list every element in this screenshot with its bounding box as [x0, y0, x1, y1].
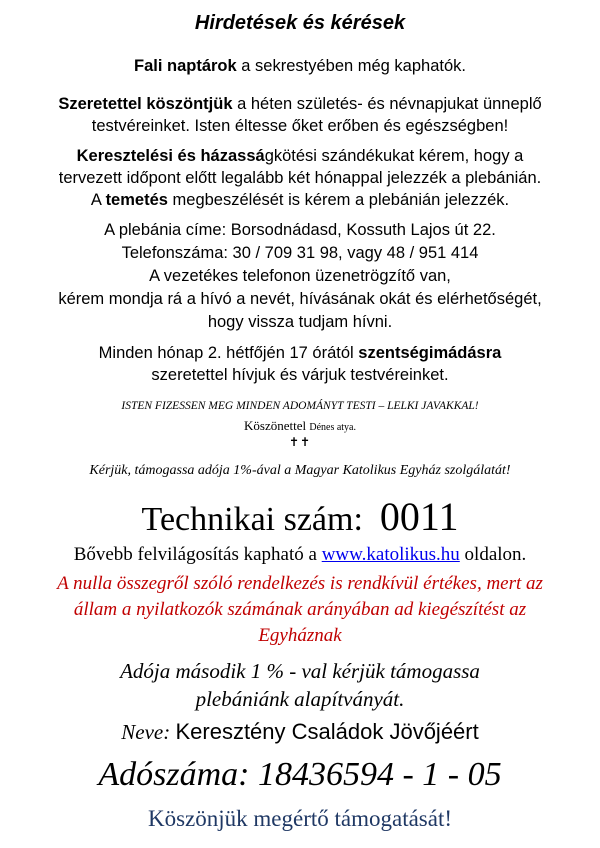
calendars-text: a sekrestyében még kaphatók. — [236, 57, 466, 75]
crosses-icon: ✝✝ — [288, 435, 312, 449]
adoration-line2: szeretettel hívjuk és várjuk testvéreinket. — [151, 366, 449, 384]
baptism-bold: Keresztelési és házassá — [76, 147, 265, 165]
funeral-bold: temetés — [105, 191, 168, 209]
katolikus-link[interactable]: www.katolikus.hu — [321, 544, 460, 565]
baptism-line2: tervezett időpont előtt legalább két hónappal jelezzék a plebánián. — [58, 169, 542, 187]
adoration-notice — [0, 342, 600, 386]
closing-thanks: Köszönjük megértő támogatását! — [147, 806, 453, 831]
contact-info — [0, 219, 600, 334]
foundation-name-line — [0, 719, 600, 745]
technical-label: Technikai szám: — [141, 501, 363, 538]
tax-request: Kérjük, támogassa adója 1%-ával a Magyar Katolikus Egyház szolgálatát! — [89, 463, 511, 478]
blessing-line: ISTEN FIZESSEN MEG MINDEN ADOMÁNYT TESTI – LELKI JAVAKKAL! — [121, 400, 479, 412]
funeral-prefix: A — [90, 191, 106, 209]
zero-amount-line1: A nulla összegről szóló rendelkezés is rendkívül értékes, mert az — [57, 573, 543, 594]
calendars-bold: Fali naptárok — [133, 57, 237, 75]
calendars-notice — [0, 55, 600, 77]
adoration-bold: szentségimádásra — [358, 344, 502, 362]
phone-line: Telefonszáma: 30 / 709 31 98, vagy 48 / 951 414 — [121, 244, 479, 262]
technical-number-line — [0, 494, 600, 543]
more-info-text: Bővebb felvilágosítás kapható a — [73, 544, 322, 565]
address-line: A plebánia címe: Borsodnádasd, Kossuth Lajos út 22. — [104, 221, 496, 239]
baptism-line1: gkötési szándékukat kérem, hogy a — [264, 147, 524, 165]
greeting-line1: a héten születés- és névnapjukat ünneplő — [232, 95, 542, 113]
greeting-notice — [0, 93, 600, 137]
answering-machine-line: A vezetékes telefonon üzenetrögzítő van, — [149, 267, 451, 285]
callback-line: hogy vissza tudjam hívni. — [207, 313, 393, 331]
message-instruction-line: kérem mondja rá a hívó a nevét, hívásának okát és elérhetőségét, — [58, 290, 542, 308]
technical-number: 0011 — [379, 494, 459, 539]
more-info-end: oldalon. — [459, 544, 527, 565]
foundation-name-label: Neve: — [121, 720, 171, 744]
foundation-line1: Adója második 1 % - val kérjük támogassa — [120, 659, 480, 683]
adoration-text: Minden hónap 2. hétfőjén 17 órától — [98, 344, 359, 362]
funeral-text: megbeszélését is kérem a plebánián jelezzék. — [167, 191, 510, 209]
foundation-tax-value: 18436594 - 1 - 05 — [257, 756, 502, 793]
greeting-bold: Szeretettel köszöntjük — [58, 95, 233, 113]
zero-amount-line3: Egyháznak — [258, 625, 342, 646]
foundation-line2: plebániánk alapítványát. — [195, 687, 405, 711]
baptism-notice — [0, 145, 600, 211]
foundation-request — [0, 657, 600, 713]
zero-amount-line2: állam a nyilatkozók számának arányában ad kiegészítést az — [73, 599, 527, 620]
foundation-name-value: Keresztény Családok Jövőjéért — [175, 719, 479, 744]
thanks-line — [0, 418, 600, 434]
more-info-line — [0, 544, 600, 566]
foundation-tax-line — [0, 753, 600, 797]
zero-amount-note — [0, 571, 600, 649]
thanks-word: Köszönettel — [244, 418, 307, 433]
page-title: Hirdetések és kérések — [194, 12, 406, 34]
foundation-tax-label: Adószáma: — [98, 756, 250, 793]
greeting-line2: testvéreinket. Isten éltesse őket erőben és egészségben! — [91, 117, 509, 135]
signature: Dénes atya. — [309, 422, 356, 433]
